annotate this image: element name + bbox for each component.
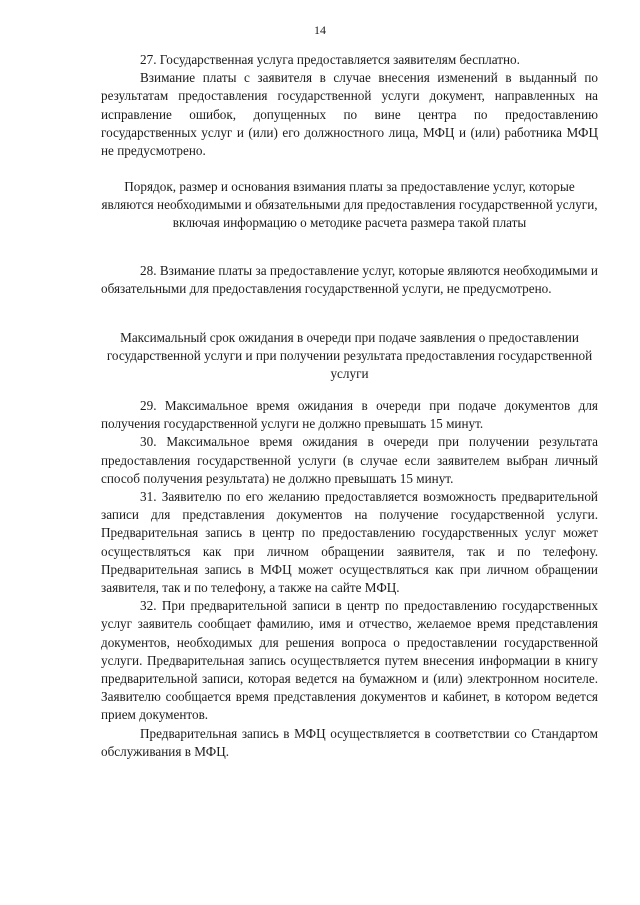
- section-27: [101, 51, 598, 160]
- paragraph-32-continuation: Предварительная запись в МФЦ осуществляется в соответствии со Стандартом обслуживания в МФЦ.: [101, 725, 598, 759]
- paragraph-27-continuation: Взимание платы с заявителя в случае внесения изменений в выданный по результатам предоставления государственной услуги документ, направленных на исправление ошибок, допущенных по вине центра по предоставлению государственных услуг и (или) его должностного лица, МФЦ и (или) работника МФЦ не предусмотрено.: [101, 70, 598, 159]
- paragraph-31: 31. Заявителю по его желанию предоставляется возможность предварительной записи для представления документов на получение государственной услуги. Предварительная запись в центр по предоставлению государственных услуг может осуществляться как при личном обращении заявителя, так и по телефону. Предварительная запись в МФЦ может осуществляться как при личном обращении заявителя, так и по телефону, а также на сайте МФЦ.: [101, 489, 598, 596]
- heading-queue: [101, 329, 598, 384]
- paragraph-29: 29. Максимальное время ожидания в очереди при подаче документов для получения государственной услуги не должно превышать 15 минут.: [101, 398, 598, 432]
- sections-29-32: [101, 397, 598, 761]
- heading-fees: [101, 178, 598, 233]
- paragraph-32: 32. При предварительной записи в центр по предоставлению государственных услуг заявитель сообщает фамилию, имя и отчество, желаемое время представления документов, необходимых для решения вопроса о предоставлении государственной услуги. Предварительная запись осуществляется путем внесения информации в книгу предварительной записи, которая ведется на бумажном и (или) электронном носителе. Заявителю сообщается время представления документов и кабинет, в котором ведется прием документов.: [101, 598, 598, 723]
- page-number: 14: [314, 23, 326, 37]
- section-28: [101, 262, 598, 298]
- paragraph-28: 28. Взимание платы за предоставление услуг, которые являются необходимыми и обязательными для предоставления государственной услуги, не предусмотрено.: [101, 263, 598, 297]
- heading-fees-text: Порядок, размер и основания взимания платы за предоставление услуг, которые являются необходимыми и обязательными для предоставления государственной услуги, включая информацию о методике расчета размера такой платы: [101, 179, 598, 231]
- paragraph-30: 30. Максимальное время ожидания в очереди при получении результата предоставления государственной услуги (в случае если заявителем выбран личный способ получения результата) не должно превышать 15 минут.: [101, 434, 598, 486]
- paragraph-27: 27. Государственная услуга предоставляется заявителям бесплатно.: [140, 52, 520, 67]
- heading-queue-text: Максимальный срок ожидания в очереди при подаче заявления о предоставлении государственной услуги и при получении результата предоставления государственной услуги: [106, 330, 593, 382]
